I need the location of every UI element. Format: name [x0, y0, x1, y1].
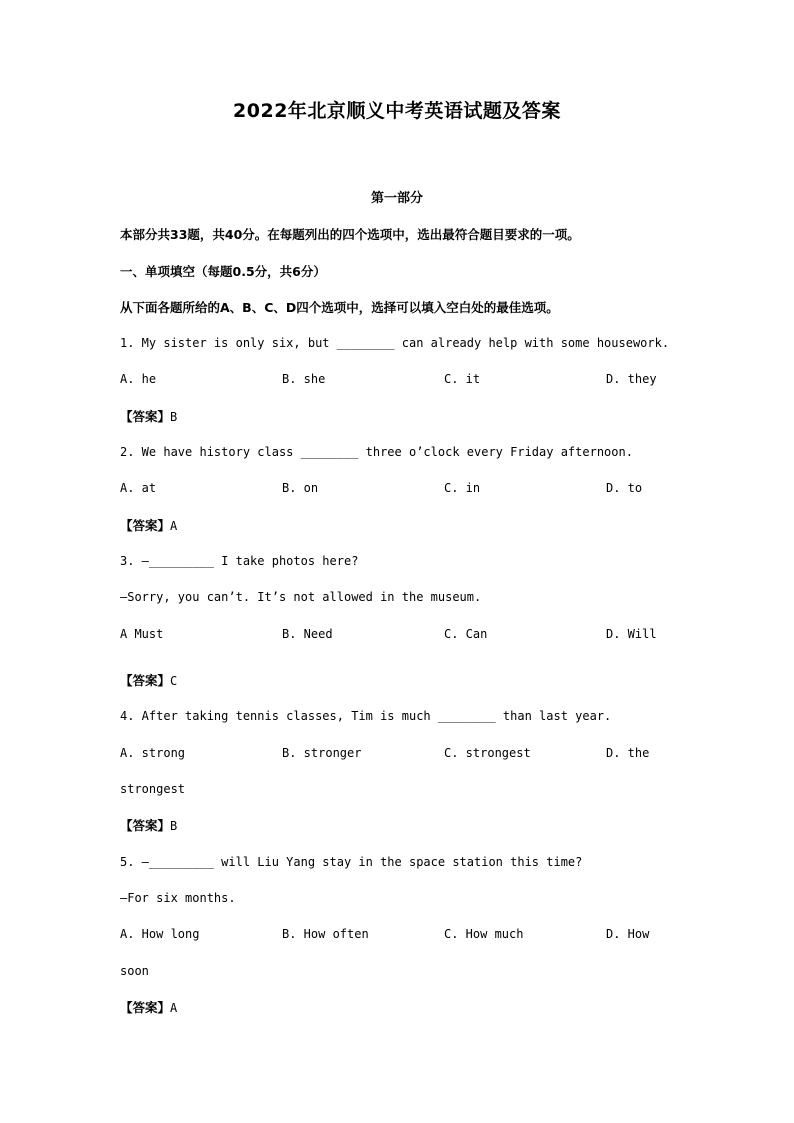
answer-label: 【答案】: [120, 518, 171, 533]
option-b: B. she: [282, 372, 326, 386]
option-d: D. the: [606, 746, 650, 760]
option-b: B. Need: [282, 627, 333, 641]
question-3-dialogue: —Sorry, you can’t. It’s not allowed in the museum.: [120, 590, 482, 604]
question-5-dialogue: —For six months.: [120, 891, 236, 905]
question-5-option-d-wrap: soon: [120, 964, 149, 978]
section-intro: 本部分共33题，共40分。在每题列出的四个选项中，选出最符合题目要求的一项。: [120, 227, 580, 242]
option-b: B. How often: [282, 927, 369, 941]
answer-label: 【答案】: [120, 818, 171, 833]
answer-value: A: [170, 519, 178, 533]
option-c: C. How much: [444, 927, 524, 941]
question-4-option-d-wrap: strongest: [120, 782, 186, 796]
question-5-answer: [120, 998, 177, 1016]
option-a: A. at: [120, 481, 157, 495]
question-4-stem: 4. After taking tennis classes, Tim is much ________ than last year.: [120, 709, 612, 723]
answer-value: A: [170, 1001, 178, 1015]
option-d: D. to: [606, 481, 643, 495]
section-title: 第一部分: [370, 191, 423, 206]
part-heading: 一、单项填空（每题0.5分，共6分）: [120, 264, 326, 279]
question-2-stem: 2. We have history class ________ three o’clock every Friday afternoon.: [120, 445, 633, 459]
option-c: C. it: [444, 372, 481, 386]
question-4-answer: [120, 816, 177, 834]
option-a: A. How long: [120, 927, 200, 941]
option-b: B. stronger: [282, 746, 362, 760]
question-1-answer: [120, 407, 177, 425]
option-a: A Must: [120, 627, 164, 641]
option-d: D. Will: [606, 627, 657, 641]
option-a: A. he: [120, 372, 157, 386]
option-c: C. Can: [444, 627, 488, 641]
question-3-options: [120, 627, 680, 643]
option-d: D. How: [606, 927, 650, 941]
question-1-options: [120, 372, 680, 388]
part-instruction: 从下面各题所给的A、B、C、D四个选项中，选择可以填入空白处的最佳选项。: [120, 300, 559, 315]
answer-value: B: [170, 819, 178, 833]
answer-label: 【答案】: [120, 409, 171, 424]
option-c: C. in: [444, 481, 481, 495]
option-d: D. they: [606, 372, 657, 386]
question-4-options: [120, 746, 680, 762]
answer-label: 【答案】: [120, 673, 171, 688]
option-b: B. on: [282, 481, 319, 495]
question-5-options: [120, 927, 680, 943]
answer-value: C: [170, 674, 178, 688]
question-3-stem: 3. —_________ I take photos here?: [120, 554, 359, 568]
answer-label: 【答案】: [120, 1000, 171, 1015]
question-3-answer: [120, 671, 177, 689]
option-a: A. strong: [120, 746, 186, 760]
option-c: C. strongest: [444, 746, 531, 760]
document-title: 2022年北京顺义中考英语试题及答案: [233, 100, 561, 122]
question-2-options: [120, 481, 680, 497]
answer-value: B: [170, 410, 178, 424]
question-5-stem: 5. —_________ will Liu Yang stay in the space station this time?: [120, 855, 583, 869]
question-1-stem: 1. My sister is only six, but ________ can already help with some housework.: [120, 336, 670, 350]
question-2-answer: [120, 516, 177, 534]
